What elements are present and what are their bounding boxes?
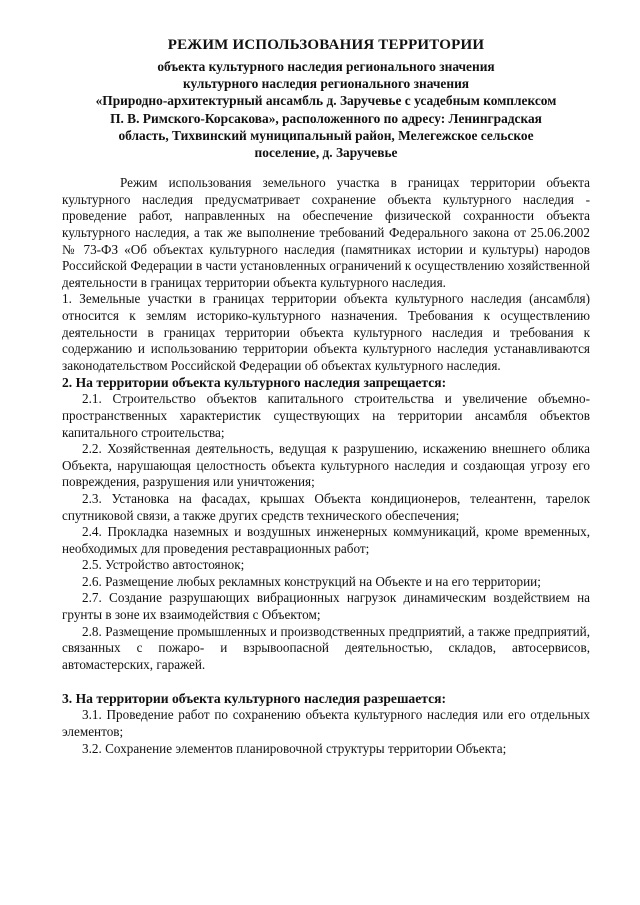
subtitle-line: объекта культурного наследия регионального значения xyxy=(157,59,495,74)
section-3-heading: 3. На территории объекта культурного наследия разрешается: xyxy=(62,691,447,707)
list-item: 2.2. Хозяйственная деятельность, ведущая к разрушению, искажению внешнего облика Объекта, нарушающая целостность объекта культурного наследия и создающая угрозу его повреждения, разрушения или уничтожения; xyxy=(62,441,590,490)
document-subtitle xyxy=(62,58,590,161)
list-item: 2.7. Создание разрушающих вибрационных нагрузок динамическим воздействием на грунты в зоне их взаимодействия с Объектом; xyxy=(62,590,590,623)
list-item: 2.6. Размещение любых рекламных конструкций на Объекте и на его территории; xyxy=(82,573,541,589)
list-item: 3.2. Сохранение элементов планировочной структуры территории Объекта; xyxy=(82,740,507,756)
list-item: 2.8. Размещение промышленных и производственных предприятий, а также предприятий, связанных с пожаро- и взрывоопасной деятельностью, складов, автосервисов, автомастерских, гаражей. xyxy=(62,623,590,672)
list-item: 2.1. Строительство объектов капитального строительства и увеличение объемно-пространственных характеристик существующих на территории ансамбля объектов капитального строительства; xyxy=(62,391,590,440)
section-gap xyxy=(62,673,590,690)
list-item: 2.5. Устройство автостоянок; xyxy=(82,557,245,573)
intro-paragraph: Режим использования земельного участка в границах территории объекта культурного наследия предусматривает сохранение объекта культурного наследия - проведение работ, направленных на обеспечение физической сохранности объекта культурного наследия, а так же выполнение требований Федерального закона от 25.06.2002 № 73-ФЗ «Об объектах культурного наследия (памятниках истории и культуры) народов Российской Федерации в части установленных ограничений к осуществлению хозяйственной деятельности в границах территории объекта культурного наследия. xyxy=(62,175,590,290)
section-2-heading: 2. На территории объекта культурного наследия запрещается: xyxy=(62,375,447,391)
subtitle-line: «Природно-архитектурный ансамбль д. Заручевье с усадебным комплексом xyxy=(95,93,557,109)
subtitle-line: область, Тихвинский муниципальный район, Мелегежское сельское xyxy=(118,127,534,143)
list-item: 2.3. Установка на фасадах, крышах Объекта кондиционеров, телеантенн, тарелок спутниковой связи, а также других средств технического обеспечения; xyxy=(62,490,590,523)
list-item: 3.1. Проведение работ по сохранению объекта культурного наследия или его отдельных элементов; xyxy=(62,707,590,740)
subtitle-line: культурного наследия регионального значения xyxy=(182,76,470,92)
list-item: 2.4. Прокладка наземных и воздушных инженерных коммуникаций, кроме временных, необходимых для проведения реставрационных работ; xyxy=(62,524,590,556)
subtitle-line: поселение, д. Заручевье xyxy=(254,145,398,161)
section-1-paragraph: 1. Земельные участки в границах территории объекта культурного наследия (ансамбля) относится к землям историко-культурного назначения. Требования к осуществлению деятельности в границах территории объекта культурного наследия и требования к содержанию и использованию территории объекта культурного наследия устанавливаются законодательством Российской Федерации об объектах культурного наследия. xyxy=(62,291,590,373)
subtitle-line: П. В. Римского-Корсакова», расположенного по адресу: Ленинградская xyxy=(110,110,542,126)
document-title: РЕЖИМ ИСПОЛЬЗОВАНИЯ ТЕРРИТОРИИ xyxy=(167,37,485,53)
